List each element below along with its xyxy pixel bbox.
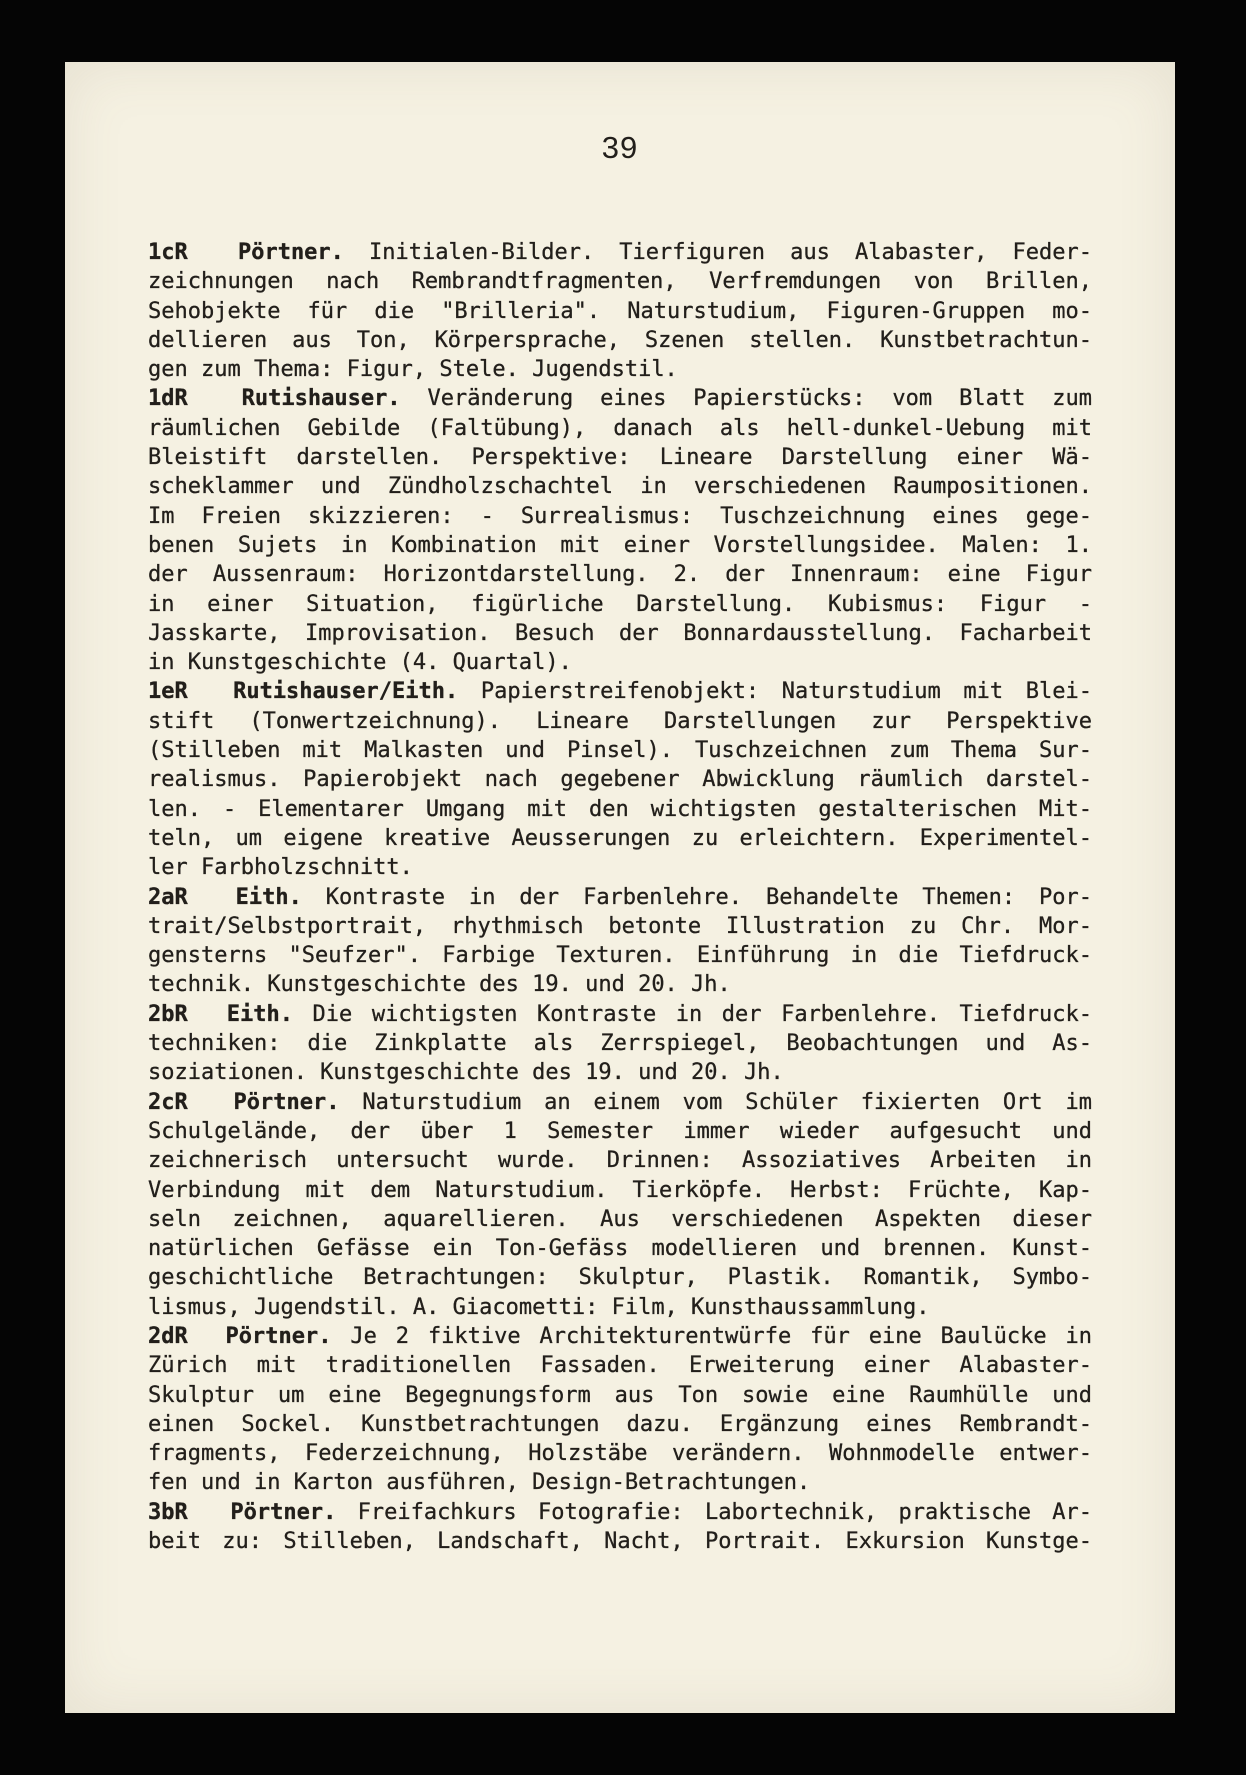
text-line: seln zeichnen, aquarellieren. Aus verschiedenen Aspekten dieser — [148, 1206, 1092, 1232]
text-line: teln, um eigene kreative Aeusserungen zu erleichtern. Experimentel- — [148, 825, 1092, 851]
course-report-text — [148, 238, 1092, 1556]
text-line: techniken: die Zinkplatte als Zerrspiegel, Beobachtungen und As- — [148, 1031, 1092, 1057]
entry-label: 1cR Pörtner. — [148, 240, 344, 265]
text-line: 2cR Pörtner. Naturstudium an einem vom Schüler fixierten Ort im — [148, 1089, 1092, 1115]
text-line: Zürich mit traditionellen Fassaden. Erweiterung einer Alabaster- — [148, 1353, 1092, 1379]
text-line: trait/Selbstportrait, rhythmisch betonte Illustration zu Chr. Mor- — [148, 913, 1092, 939]
text-line: 1cR Pörtner. Initialen-Bilder. Tierfiguren aus Alabaster, Feder- — [148, 240, 1092, 265]
text-line: 2aR Eith. Kontraste in der Farbenlehre. Behandelte Themen: Por- — [148, 884, 1092, 910]
text-line: 1eR Rutishauser/Eith. Papierstreifenobjekt: Naturstudium mit Blei- — [148, 679, 1092, 705]
course-entry — [148, 677, 1092, 882]
text-line: Schulgelände, der über 1 Semester immer wieder aufgesucht und — [148, 1118, 1092, 1144]
entry-label: 2bR Eith. — [148, 1001, 294, 1027]
text-line: der Aussenraum: Horizontdarstellung. 2. der Innenraum: eine Figur — [148, 562, 1092, 588]
text-line: beit zu: Stilleben, Landschaft, Nacht, Portrait. Exkursion Kunstge- — [148, 1529, 1092, 1555]
text-line: len. - Elementarer Umgang mit den wichtigsten gestalterischen Mit- — [148, 796, 1092, 822]
text-line: Verbindung mit dem Naturstudium. Tierköpfe. Herbst: Früchte, Kap- — [148, 1177, 1092, 1203]
text-line: Sehobjekte für die "Brilleria". Naturstudium, Figuren-Gruppen mo- — [148, 298, 1092, 324]
text-line: zeichnungen nach Rembrandtfragmenten, Verfremdungen von Brillen, — [148, 269, 1092, 295]
entry-label: 2cR Pörtner. — [148, 1089, 340, 1115]
text-line: fragments, Federzeichnung, Holzstäbe verändern. Wohnmodelle entwer- — [148, 1441, 1092, 1467]
text-line: dellieren aus Ton, Körpersprache, Szenen stellen. Kunstbetrachtun- — [148, 327, 1092, 353]
text-line: 2bR Eith. Die wichtigsten Kontraste in der Farbenlehre. Tiefdruck- — [148, 1001, 1092, 1027]
text-line: zeichnerisch untersucht wurde. Drinnen: Assoziatives Arbeiten in — [148, 1148, 1092, 1174]
text-line: soziationen. Kunstgeschichte des 19. und 20. Jh. — [148, 1060, 784, 1086]
text-line: in einer Situation, figürliche Darstellung. Kubismus: Figur - — [148, 591, 1092, 617]
text-line: scheklammer und Zündholzschachtel in verschiedenen Raumpositionen. — [148, 474, 1092, 500]
text-line: Jasskarte, Improvisation. Besuch der Bonnardausstellung. Facharbeit — [148, 620, 1092, 646]
scanned-page — [65, 62, 1175, 1713]
text-line: Skulptur um eine Begegnungsform aus Ton sowie eine Raumhülle und — [148, 1382, 1092, 1408]
course-entry — [148, 1088, 1092, 1322]
text-line: 3bR Pörtner. Freifachkurs Fotografie: Labortechnik, praktische Ar- — [148, 1499, 1092, 1525]
text-line: realismus. Papierobjekt nach gegebener Abwicklung räumlich darstel- — [148, 767, 1092, 793]
text-line: Im Freien skizzieren: - Surrealismus: Tuschzeichnung eines gege- — [148, 503, 1092, 529]
entry-label: 1dR Rutishauser. — [148, 386, 401, 412]
text-line: fen und in Karton ausführen, Design-Betrachtungen. — [148, 1470, 811, 1496]
text-line: gen zum Thema: Figur, Stele. Jugendstil. — [148, 357, 678, 383]
text-line: technik. Kunstgeschichte des 19. und 20. Jh. — [148, 972, 731, 998]
text-line: räumlichen Gebilde (Faltübung), danach als hell-dunkel-Uebung mit — [148, 415, 1092, 441]
entry-label: 2aR Eith. — [148, 884, 302, 910]
text-line: 2dR Pörtner. Je 2 fiktive Architekturentwürfe für eine Baulücke in — [148, 1323, 1092, 1349]
course-entry — [148, 1000, 1092, 1088]
text-line: einen Sockel. Kunstbetrachtungen dazu. Ergänzung eines Rembrandt- — [148, 1411, 1092, 1437]
entry-label: 2dR Pörtner. — [148, 1323, 332, 1349]
text-line: gensterns "Seufzer". Farbige Texturen. Einführung in die Tiefdruck- — [148, 943, 1092, 969]
text-line: ler Farbholzschnitt. — [148, 855, 413, 881]
course-entry — [148, 238, 1092, 384]
page-number: 39 — [601, 130, 639, 165]
text-line: 1dR Rutishauser. Veränderung eines Papierstücks: vom Blatt zum — [148, 386, 1092, 412]
text-line: Bleistift darstellen. Perspektive: Lineare Darstellung einer Wä- — [148, 445, 1092, 471]
text-line: natürlichen Gefässe ein Ton-Gefäss modellieren und brennen. Kunst- — [148, 1236, 1092, 1262]
course-entry — [148, 1498, 1092, 1557]
text-line: in Kunstgeschichte (4. Quartal). — [148, 650, 572, 676]
entry-label: 3bR Pörtner. — [148, 1499, 337, 1525]
entry-label: 1eR Rutishauser/Eith. — [148, 679, 459, 705]
text-line: geschichtliche Betrachtungen: Skulptur, Plastik. Romantik, Symbo- — [148, 1265, 1092, 1291]
text-line: benen Sujets in Kombination mit einer Vorstellungsidee. Malen: 1. — [148, 532, 1092, 558]
course-entry — [148, 384, 1092, 677]
text-line: stift (Tonwertzeichnung). Lineare Darstellungen zur Perspektive — [148, 708, 1092, 734]
course-entry — [148, 1322, 1092, 1498]
course-entry — [148, 883, 1092, 1000]
text-line: lismus, Jugendstil. A. Giacometti: Film, Kunsthaussammlung. — [148, 1294, 930, 1320]
text-line: (Stilleben mit Malkasten und Pinsel). Tuschzeichnen zum Thema Sur- — [148, 738, 1092, 764]
